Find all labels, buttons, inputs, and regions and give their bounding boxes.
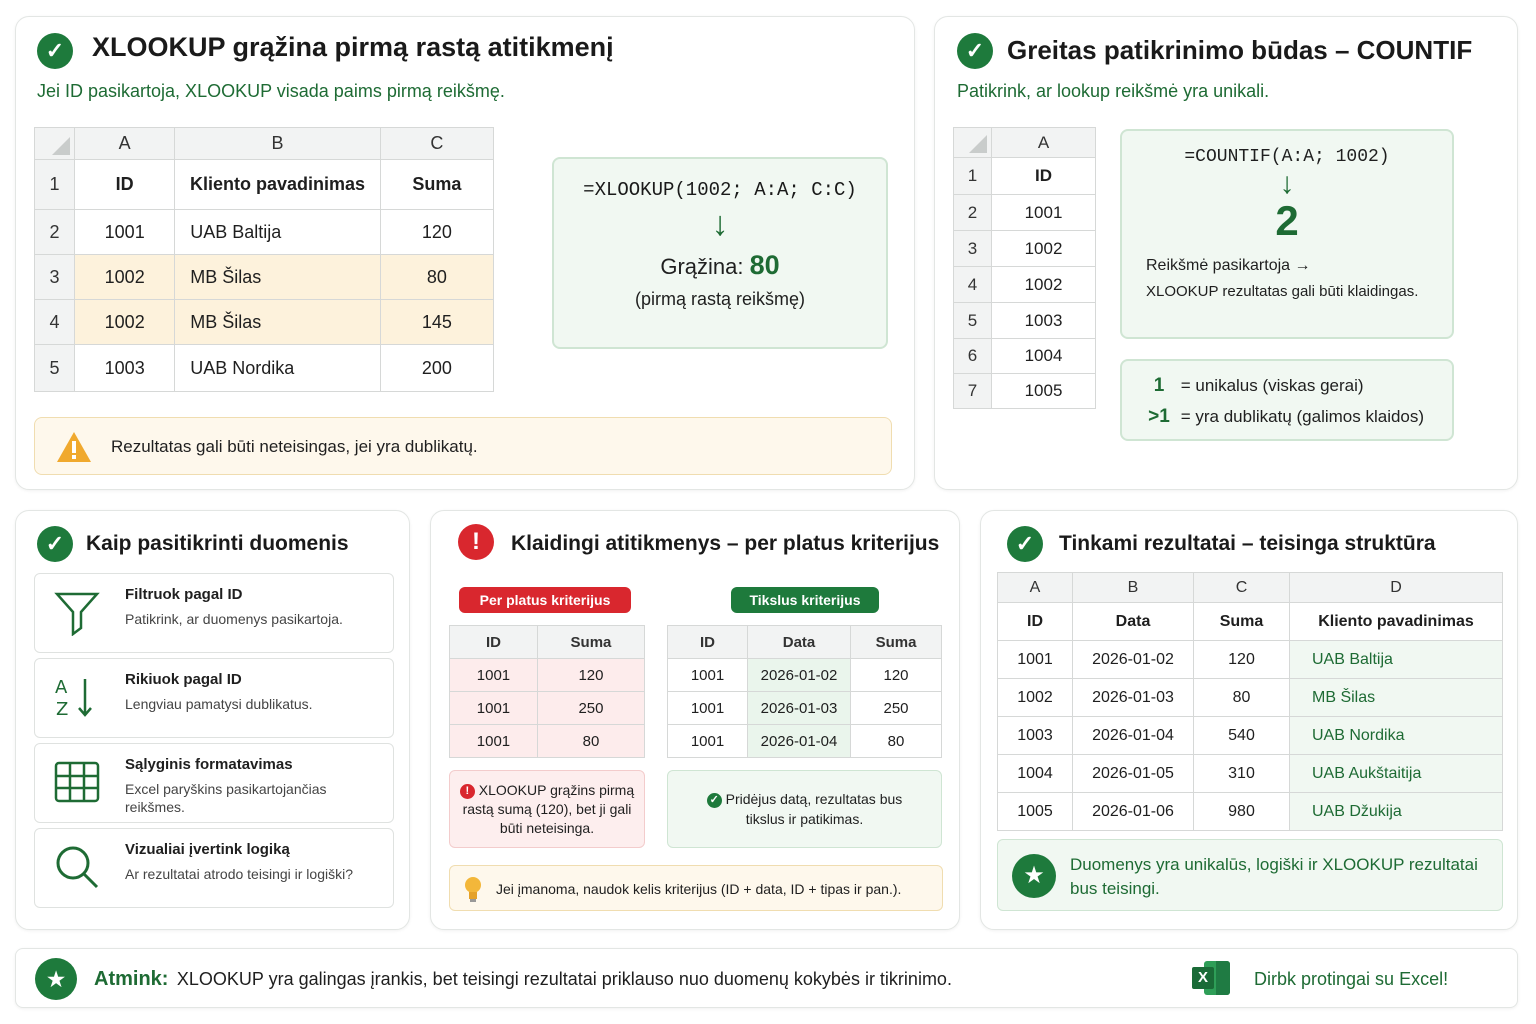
legend-row bbox=[1142, 375, 1364, 397]
table-header-cell: ID bbox=[668, 626, 748, 659]
warning-box bbox=[34, 417, 892, 475]
col-header: B bbox=[1073, 573, 1194, 603]
col-header: A bbox=[998, 573, 1073, 603]
table-cell: 120 bbox=[851, 659, 942, 692]
table-cell: 1003 bbox=[992, 303, 1096, 339]
star-badge-icon: ★ bbox=[1012, 854, 1056, 898]
legend-text: = unikalus (viskas gerai) bbox=[1180, 376, 1364, 395]
sort-az-icon bbox=[53, 673, 101, 721]
table-cell: UAB Baltija bbox=[175, 210, 380, 255]
table-header-cell: ID bbox=[450, 626, 538, 659]
returns-line bbox=[554, 250, 886, 281]
table-cell: 80 bbox=[851, 725, 942, 758]
table-cell-highlight: MB Šilas bbox=[175, 300, 380, 345]
good-note-text: Pridėjus datą, rezultatas bus tikslus ir patikimas. bbox=[725, 791, 903, 827]
check-icon: ✓ bbox=[37, 33, 73, 69]
panel-how-to-check bbox=[15, 510, 410, 930]
table-cell-highlight: 2026-01-04 bbox=[748, 725, 851, 758]
item-desc: Excel paryškins pasikartojančias reikšmes. bbox=[125, 781, 327, 815]
bad-criteria-label: Per platus kriterijus bbox=[459, 587, 631, 613]
tip-box bbox=[449, 865, 943, 911]
funnel-icon bbox=[53, 588, 101, 636]
tip-text: Jei įmanoma, naudok kelis kriterijus (ID + data, ID + tipas ir pan.). bbox=[496, 881, 902, 897]
item-desc: Lengviau pamatysi dublikatus. bbox=[125, 696, 313, 712]
returns-value: 80 bbox=[749, 250, 780, 280]
panel-title: XLOOKUP grąžina pirmą rastą atitikmenį bbox=[92, 32, 614, 62]
row-number: 1 bbox=[954, 158, 992, 195]
table-header-cell: ID bbox=[992, 158, 1096, 195]
footer-text: XLOOKUP yra galingas įrankis, bet teisingi rezultatai priklauso nuo duomenų kokybės ir tikrinimo. bbox=[176, 969, 952, 989]
check-icon: ✓ bbox=[37, 526, 73, 562]
table-header-cell: ID bbox=[75, 160, 175, 210]
svg-text:A: A bbox=[55, 677, 68, 698]
returns-note: (pirmą rastą reikšmę) bbox=[634, 289, 806, 309]
item-desc: Patikrink, ar duomenys pasikartoja. bbox=[125, 611, 343, 627]
table-cell: 1001 bbox=[668, 692, 748, 725]
row-number: 2 bbox=[35, 210, 75, 255]
check-small-icon: ✓ bbox=[707, 793, 722, 808]
table-cell: 310 bbox=[1194, 755, 1290, 793]
table-cell-client: UAB Baltija bbox=[1290, 641, 1503, 679]
table-cell-highlight: 1002 bbox=[75, 300, 175, 345]
table-cell-highlight: 145 bbox=[380, 300, 493, 345]
table-cell-highlight: 2026-01-03 bbox=[748, 692, 851, 725]
col-header: A bbox=[992, 128, 1096, 158]
table-header-cell: Kliento pavadinimas bbox=[1290, 603, 1503, 641]
table-header-cell: Suma bbox=[1194, 603, 1290, 641]
table-cell: 1002 bbox=[992, 267, 1096, 303]
table-cell: 1004 bbox=[998, 755, 1073, 793]
legend-text: = yra dublikatų (galimos klaidos) bbox=[1180, 407, 1425, 426]
table-cell: 1005 bbox=[998, 793, 1073, 831]
table-cell: 2026-01-02 bbox=[1073, 641, 1194, 679]
col-header: C bbox=[1194, 573, 1290, 603]
table-header-cell: ID bbox=[998, 603, 1073, 641]
table-cell: 200 bbox=[380, 345, 493, 392]
panel-subtitle: Patikrink, ar lookup reikšmė yra unikali. bbox=[957, 81, 1270, 101]
countif-box bbox=[1120, 129, 1454, 339]
table-cell: 120 bbox=[1194, 641, 1290, 679]
table-cell: 2026-01-03 bbox=[1073, 679, 1194, 717]
legend-row bbox=[1142, 406, 1424, 428]
table-cell-highlight: MB Šilas bbox=[175, 255, 380, 300]
table-cell: 250 bbox=[537, 692, 644, 725]
table-cell: 1001 bbox=[998, 641, 1073, 679]
legend-key: 1 bbox=[1153, 375, 1165, 396]
table-cell: 540 bbox=[1194, 717, 1290, 755]
item-title: Rikiuok pagal ID bbox=[125, 671, 242, 688]
table-cell: 1003 bbox=[998, 717, 1073, 755]
arrow-down-icon: ↓ bbox=[1279, 167, 1295, 200]
table-cell: 80 bbox=[1194, 679, 1290, 717]
table-header-cell: Suma bbox=[851, 626, 942, 659]
table-cell-client: UAB Džukija bbox=[1290, 793, 1503, 831]
formula-text: =XLOOKUP(1002; A:A; C:C) bbox=[583, 179, 857, 201]
check-icon: ✓ bbox=[957, 33, 993, 69]
bad-note-box bbox=[449, 770, 645, 848]
exclamation-icon: ! bbox=[458, 524, 494, 560]
row-number: 3 bbox=[35, 255, 75, 300]
magnifier-icon bbox=[53, 843, 101, 891]
table-header-cell: Kliento pavadinimas bbox=[175, 160, 380, 210]
footer-brand: Dirbk protingai su Excel! bbox=[1254, 969, 1449, 989]
footer-bar bbox=[15, 948, 1518, 1008]
table-cell-highlight: 80 bbox=[380, 255, 493, 300]
bad-criteria-table bbox=[449, 625, 645, 758]
table-cell: 1005 bbox=[992, 374, 1096, 409]
result-note-1: Reikšmė pasikartoja → bbox=[1146, 257, 1311, 274]
check-icon: ✓ bbox=[1007, 526, 1043, 562]
table-cell: 2026-01-05 bbox=[1073, 755, 1194, 793]
row-number: 3 bbox=[954, 231, 992, 267]
row-number: 5 bbox=[954, 303, 992, 339]
table-cell: 120 bbox=[380, 210, 493, 255]
table-cell: 1001 bbox=[992, 195, 1096, 231]
item-title: Vizualiai įvertink logiką bbox=[125, 841, 290, 858]
panel-title: Kaip pasitikrinti duomenis bbox=[86, 532, 349, 555]
result-table bbox=[997, 572, 1503, 831]
item-title: Sąlyginis formatavimas bbox=[125, 756, 293, 773]
formula-box bbox=[552, 157, 888, 349]
col-header: C bbox=[380, 128, 493, 160]
row-number: 7 bbox=[954, 374, 992, 409]
good-criteria-label: Tikslus kriterijus bbox=[731, 587, 879, 613]
table-cell: 2026-01-04 bbox=[1073, 717, 1194, 755]
table-cell-highlight: 1002 bbox=[75, 255, 175, 300]
result-note-2: XLOOKUP rezultatas gali būti klaidingas. bbox=[1146, 283, 1419, 300]
row-number: 6 bbox=[954, 339, 992, 374]
table-cell-client: UAB Aukštaitija bbox=[1290, 755, 1503, 793]
success-box bbox=[997, 839, 1503, 911]
table-cell: 1001 bbox=[450, 659, 538, 692]
arrow-down-icon: ↓ bbox=[711, 205, 729, 243]
row-number: 4 bbox=[35, 300, 75, 345]
item-title: Filtruok pagal ID bbox=[125, 586, 243, 603]
table-cell: 1001 bbox=[450, 725, 538, 758]
table-cell: 1003 bbox=[75, 345, 175, 392]
table-cell: 1004 bbox=[992, 339, 1096, 374]
sheet-table bbox=[34, 127, 494, 392]
legend-key: >1 bbox=[1148, 406, 1170, 427]
table-cell: 1001 bbox=[450, 692, 538, 725]
warning-text: Rezultatas gali būti neteisingas, jei yra dublikatų. bbox=[111, 437, 478, 456]
table-cell: 1001 bbox=[75, 210, 175, 255]
col-header: B bbox=[175, 128, 380, 160]
panel-title: Greitas patikrinimo būdas – COUNTIF bbox=[1007, 35, 1473, 65]
legend-box bbox=[1120, 359, 1454, 441]
panel-subtitle: Jei ID pasikartoja, XLOOKUP visada paims pirmą reikšmę. bbox=[37, 81, 505, 101]
table-cell: 80 bbox=[537, 725, 644, 758]
table-cell: 980 bbox=[1194, 793, 1290, 831]
table-cell: 1002 bbox=[998, 679, 1073, 717]
panel-correct-results bbox=[980, 510, 1518, 930]
svg-text:Z: Z bbox=[56, 699, 69, 720]
check-item-sort bbox=[34, 658, 394, 738]
check-item-conditional bbox=[34, 743, 394, 823]
row-number: 4 bbox=[954, 267, 992, 303]
table-cell: UAB Nordika bbox=[175, 345, 380, 392]
success-text: Duomenys yra unikalūs, logiški ir XLOOKUP rezultatai bus teisingi. bbox=[1070, 855, 1478, 898]
check-item-logic bbox=[34, 828, 394, 908]
sheet-corner bbox=[954, 128, 992, 158]
excel-letter: X bbox=[1192, 967, 1214, 989]
good-criteria-table bbox=[667, 625, 942, 758]
excel-icon bbox=[1192, 961, 1230, 995]
lightbulb-icon bbox=[462, 875, 484, 903]
row-number: 1 bbox=[35, 160, 75, 210]
error-icon: ! bbox=[460, 784, 475, 799]
col-header: A bbox=[75, 128, 175, 160]
sheet-corner bbox=[35, 128, 75, 160]
table-header-cell: Suma bbox=[537, 626, 644, 659]
panel-xlookup-first-match bbox=[15, 16, 915, 490]
panel-wrong-matches bbox=[430, 510, 960, 930]
table-cell: 1001 bbox=[668, 725, 748, 758]
footer-label: Atmink: bbox=[94, 968, 169, 990]
formula-text: =COUNTIF(A:A; 1002) bbox=[1184, 147, 1390, 167]
countif-result: 2 bbox=[1275, 197, 1299, 244]
table-cell: 2026-01-06 bbox=[1073, 793, 1194, 831]
table-cell: 120 bbox=[537, 659, 644, 692]
table-cell: 250 bbox=[851, 692, 942, 725]
good-note-box bbox=[667, 770, 942, 848]
returns-label: Grąžina: bbox=[660, 254, 744, 279]
table-cell: 1001 bbox=[668, 659, 748, 692]
table-header-cell: Data bbox=[748, 626, 851, 659]
col-header: D bbox=[1290, 573, 1503, 603]
table-cell-client: MB Šilas bbox=[1290, 679, 1503, 717]
grid-icon bbox=[53, 758, 101, 806]
table-cell: 1002 bbox=[992, 231, 1096, 267]
table-header-cell: Data bbox=[1073, 603, 1194, 641]
table-cell-client: UAB Nordika bbox=[1290, 717, 1503, 755]
id-column-table bbox=[953, 127, 1096, 409]
item-desc: Ar rezultatai atrodo teisingi ir logiški? bbox=[125, 866, 353, 882]
row-number: 5 bbox=[35, 345, 75, 392]
table-header-cell: Suma bbox=[380, 160, 493, 210]
check-item-filter bbox=[34, 573, 394, 653]
star-badge-icon: ★ bbox=[35, 958, 77, 1000]
footer-message bbox=[94, 968, 952, 991]
panel-countif-check bbox=[934, 16, 1518, 490]
table-cell-highlight: 2026-01-02 bbox=[748, 659, 851, 692]
panel-title: Klaidingi atitikmenys – per platus kriterijus bbox=[511, 532, 940, 555]
bad-note-text: XLOOKUP grąžins pirmą rastą sumą (120), bet ji gali būti neteisinga. bbox=[462, 782, 635, 836]
panel-title: Tinkami rezultatai – teisinga struktūra bbox=[1059, 532, 1436, 555]
row-number: 2 bbox=[954, 195, 992, 231]
warning-icon bbox=[55, 430, 93, 464]
